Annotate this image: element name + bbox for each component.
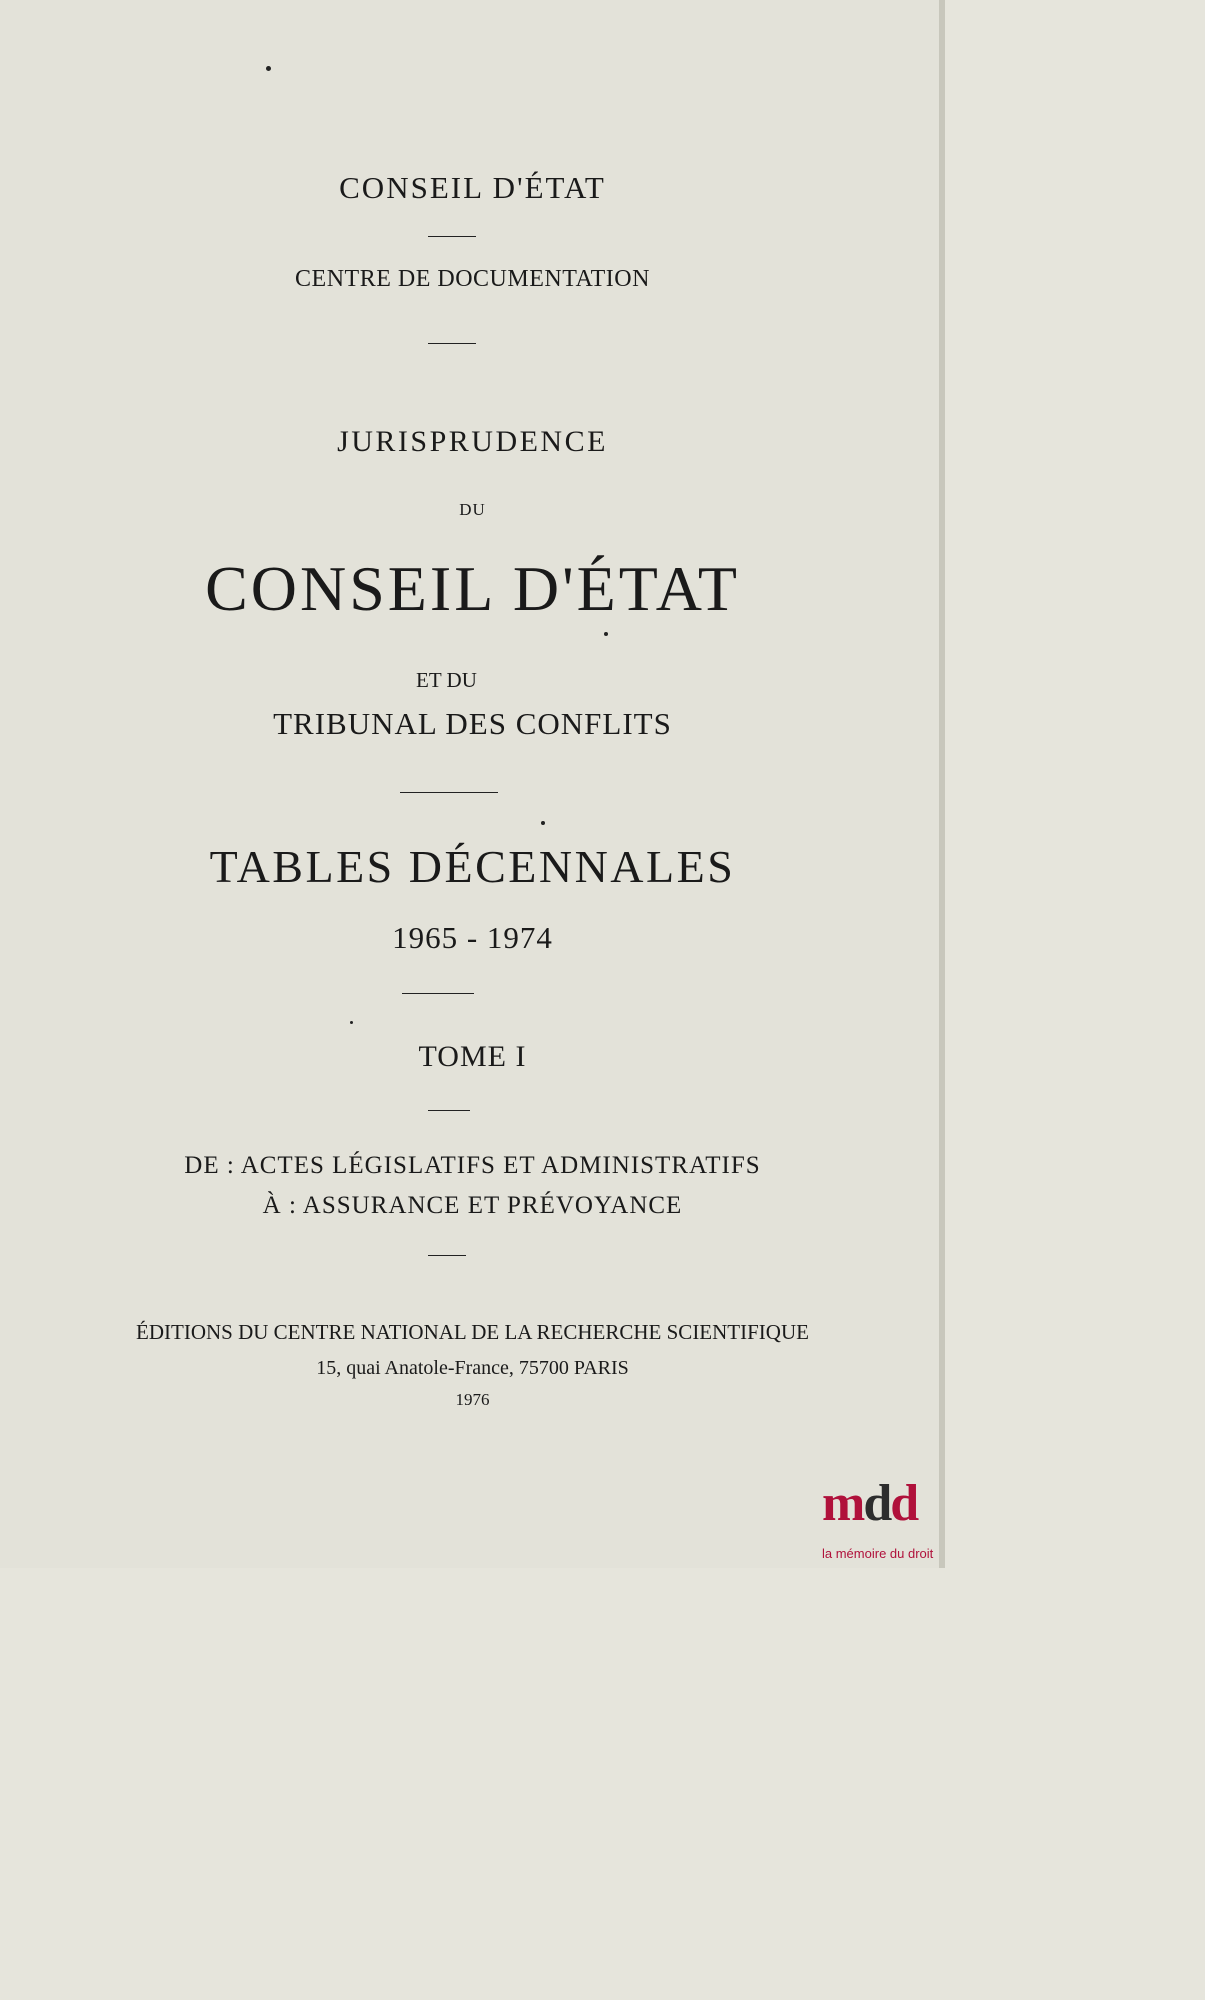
divider [400, 792, 498, 793]
year-range: 1965 - 1974 [392, 920, 553, 955]
heading-du: DU [459, 500, 486, 519]
heading-et-du: ET DU [416, 668, 477, 692]
mdd-logo-tagline: la mémoire du droit [822, 1546, 934, 1561]
ink-speck [541, 821, 545, 825]
volume-label: TOME I [418, 1040, 527, 1073]
ink-speck [350, 1021, 353, 1024]
publisher-address: 15, quai Anatole-France, 75700 PARIS [316, 1357, 629, 1379]
heading-jurisprudence: JURISPRUDENCE [337, 425, 608, 458]
department-name: CENTRE DE DOCUMENTATION [295, 266, 650, 292]
publication-year: 1976 [455, 1390, 490, 1409]
range-to: À : ASSURANCE ET PRÉVOYANCE [262, 1192, 683, 1219]
ink-speck [604, 632, 608, 636]
heading-conseil-detat: CONSEIL D'ÉTAT [205, 553, 740, 624]
institution-name: CONSEIL D'ÉTAT [339, 170, 606, 205]
divider [428, 1110, 470, 1111]
ink-speck [266, 66, 271, 71]
title-tables-decennales: TABLES DÉCENNALES [209, 841, 736, 892]
publisher: ÉDITIONS DU CENTRE NATIONAL DE LA RECHERCHE SCIENTIFIQUE [136, 1320, 809, 1344]
divider [428, 236, 476, 237]
heading-tribunal: TRIBUNAL DES CONFLITS [273, 706, 672, 741]
divider [428, 1255, 466, 1256]
range-from: DE : ACTES LÉGISLATIFS ET ADMINISTRATIFS [184, 1152, 761, 1179]
divider [428, 343, 476, 344]
mdd-logo-mark: mdd [822, 1475, 918, 1532]
mdd-logo [818, 1475, 942, 1566]
divider [402, 993, 474, 994]
